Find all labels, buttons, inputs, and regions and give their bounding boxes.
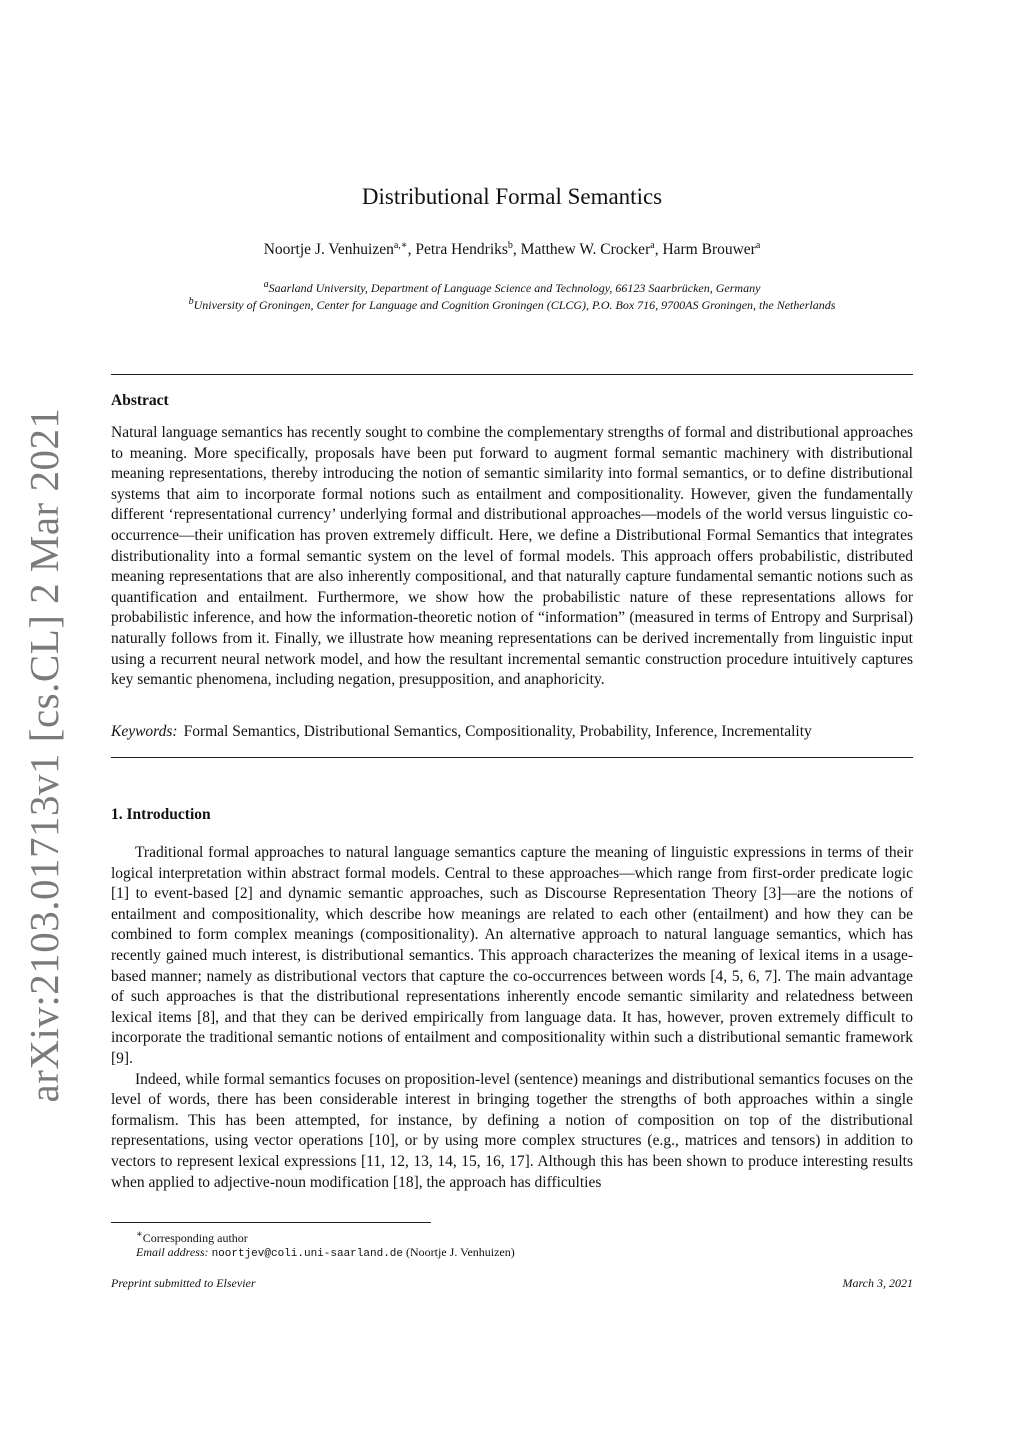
keywords-text: Formal Semantics, Distributional Semantics, Compositionality, Probability, Inference, Incrementality (183, 723, 812, 740)
intro-paragraph-2: Indeed, while formal semantics focuses on proposition-level (sentence) meanings and distributional semantics focuses on the level of words, there has been considerable interest in bringing together the strengths of both approaches within a single formalism. This has been attempted, for instance, by defining a notion of composition on top of the distributional representations, using vector operations [10], or by using more complex structures (e.g., matrices and tensors) in addition to vectors to represent lexical expressions [11, 12, 13, 14, 15, 16, 17]. Although this has been shown to produce interesting results when applied to adjective-noun modification [18], the approach has difficulties (111, 1070, 913, 1191)
author-3: Matthew W. Crocker (520, 241, 651, 259)
affiliation-a-text: Saarland University, Department of Language Science and Technology, 66123 Saarbrücken, Germany (268, 281, 761, 295)
footnote-email (136, 1245, 515, 1260)
author-1-affil: a,∗ (393, 240, 408, 251)
author-1: Noortje J. Venhuizen (263, 241, 394, 259)
introduction-body (111, 843, 913, 1193)
affiliation-b-text: University of Groningen, Center for Language and Cognition Groningen (CLCG), P.O. Box 716, 9700AS Groningen, the Netherlands (193, 298, 836, 312)
email-label: Email address: (136, 1245, 209, 1259)
author-2-affil: b (507, 240, 513, 251)
author-2: Petra Hendriks (415, 241, 508, 259)
section-heading-introduction: 1. Introduction (111, 806, 211, 823)
author-4: Harm Brouwer (662, 241, 756, 259)
preprint-date: March 3, 2021 (842, 1276, 913, 1290)
email-owner: (Noortje J. Venhuizen) (406, 1245, 515, 1259)
footnote-corresponding (136, 1229, 248, 1246)
preprint-note: Preprint submitted to Elsevier (111, 1276, 256, 1290)
paper-title: Distributional Formal Semantics (361, 184, 663, 209)
abstract-text: Natural language semantics has recently sought to combine the complementary strengths of formal and distributional approaches to meaning. More specifically, proposals have been put forward to augment formal semantic machinery with distributional meaning representations, thereby introducing the notion of semantic similarity into formal semantics, or to define distributional systems that aim to incorporate formal notions such as entailment and compositionality. However, given the fundamentally different ‘representational currency’ underlying formal and distributional approaches—models of the world versus linguistic co-occurrence—their unification has proven extremely difficult. Here, we define a Distributional Formal Semantics that integrates distributionality into a formal semantic system on the level of formal models. This approach offers probabilistic, distributed meaning representations that are also inherently compositional, and that naturally capture fundamental semantic notions such as quantification and entailment. Furthermore, we show how the probabilistic nature of these representations allows for probabilistic inference, and how the information-theoretic notion of “information” (measured in terms of Entropy and Surprisal) naturally follows from it. Finally, we illustrate how meaning representations can be derived incrementally from linguistic input using a recurrent neural network model, and how the resultant incremental semantic construction procedure intuitively captures key semantic phenomena, including negation, presupposition, and anaphoricity. (111, 424, 913, 689)
author-3-affil: a (650, 240, 655, 251)
author-list: Noortje J. Venhuizen$^{a,∗}$, Petra Hendriks$^b$, Matthew W. Crocker$^a$, Harm Brouwer$^a$ (263, 240, 761, 259)
abstract-bottom-rule (111, 757, 913, 758)
footnote-corresponding-text: Corresponding author (142, 1231, 248, 1245)
abstract-body (111, 423, 913, 691)
keywords-label: Keywords: (111, 723, 178, 740)
affiliation-b-mark: b (188, 296, 194, 307)
author-4-affil: a (755, 240, 761, 251)
footnote-mark: ∗ (136, 1229, 143, 1240)
footnote-rule (111, 1222, 431, 1223)
affiliation-b (0, 296, 1024, 313)
affiliation-a (0, 279, 1024, 296)
abstract-heading: Abstract (111, 392, 169, 409)
affiliation-a-mark: a (263, 279, 269, 290)
arxiv-id-text: arXiv:2103.01713v1 [cs.CL] 2 Mar 2021 (21, 407, 67, 1103)
arxiv-sidebar-stamp (14, 407, 74, 1103)
intro-paragraph-1: Traditional formal approaches to natural language semantics capture the meaning of linguistic expressions in terms of their logical interpretation within abstract formal models. Central to these approaches—which range from first-order predicate logic [1] to event-based [2] and dynamic semantic approaches, such as Discourse Representation Theory [3]—are the notions of entailment and compositionality, which describe how meanings are related to each other (entailment) and how they can be combined to form complex meanings (compositionality). An alternative approach to natural language semantics, which has recently gained much interest, is distributional semantics. This approach characterizes the meaning of lexical items in a usage-based manner; namely as distributional vectors that capture the co-occurrences between words [4, 5, 6, 7]. The main advantage of such approaches is that the distributional representations inherently encode semantic similarity and relatedness between lexical items [8], and that they can be derived empirically from language data. It has, however, proven extremely difficult to incorporate the traditional semantic notions of entailment and compositionality within such a distributional semantic framework [9]. (111, 844, 913, 1067)
email-address: noortjev@coli.uni-saarland.de (211, 1248, 403, 1260)
abstract-top-rule (111, 374, 913, 375)
keywords-line (111, 722, 913, 743)
